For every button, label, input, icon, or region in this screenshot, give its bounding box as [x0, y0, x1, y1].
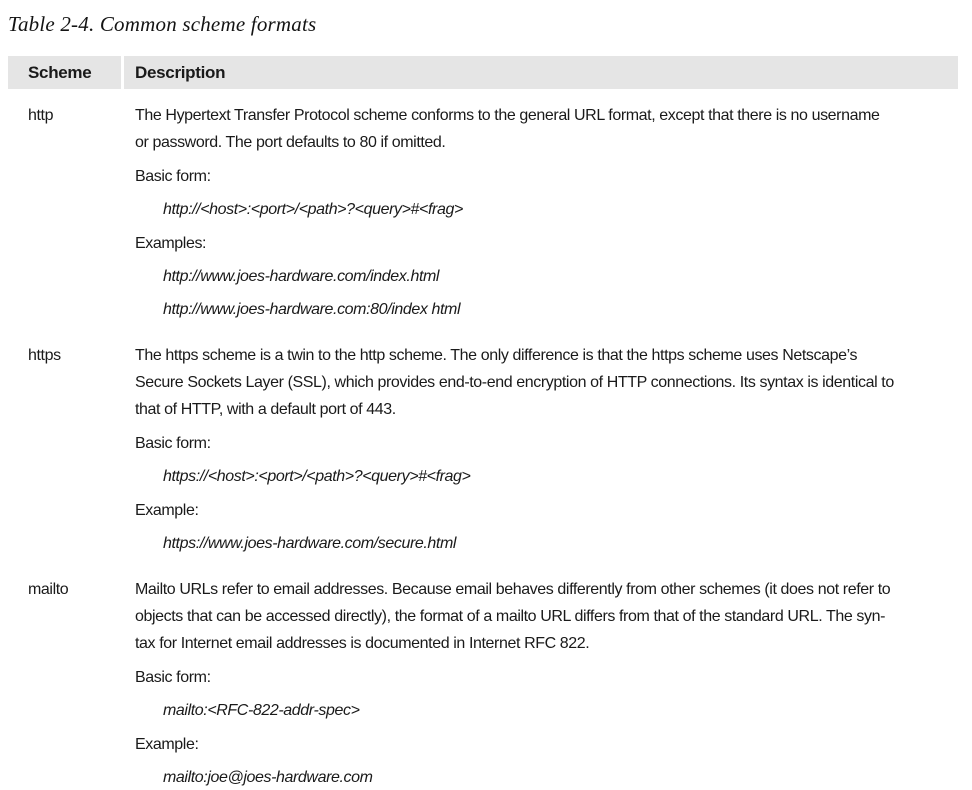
code-line-mailto-basic-form: mailto:<RFC-822-addr-spec>: [163, 702, 360, 719]
description-line: Secure Sockets Layer (SSL), which provides end-to-end encryption of HTTP connections. Its syntax is identical to: [135, 374, 894, 391]
column-header-description: Description: [124, 56, 958, 89]
code-line-https-example: https://www.joes-hardware.com/secure.html: [163, 535, 457, 552]
description-line: tax for Internet email addresses is documented in Internet RFC 822.: [135, 635, 590, 652]
code-line-http-example-2: http://www.joes-hardware.com:80/index html: [163, 301, 461, 318]
description-line: Mailto URLs refer to email addresses. Because email behaves differently from other schemes (it does not refer to: [135, 581, 891, 598]
scheme-name-mailto: mailto: [28, 581, 69, 598]
description-cell-http: [135, 102, 958, 323]
section-label-examples: Examples:: [135, 235, 207, 252]
code-line-http-basic-form: http://<host>:<port>/<path>?<query>#<frag>: [163, 201, 463, 218]
section-label-basic-form: Basic form:: [135, 435, 211, 452]
section-label-example: Example:: [135, 502, 199, 519]
table-caption: Table 2-4. Common scheme formats: [8, 12, 317, 36]
scheme-name-http: http: [28, 107, 54, 124]
table-header-row: [8, 56, 958, 89]
code-line-https-basic-form: https://<host>:<port>/<path>?<query>#<frag>: [163, 468, 471, 485]
scheme-formats-table: [8, 56, 958, 790]
table-row-mailto: [8, 569, 958, 790]
section-label-example: Example:: [135, 736, 199, 753]
description-line: objects that can be accessed directly), the format of a mailto URL differs from that of the standard URL. The syn-: [135, 608, 886, 625]
description-cell-mailto: [135, 576, 958, 790]
code-line-mailto-example: mailto:joe@joes-hardware.com: [163, 769, 373, 786]
code-line-http-example-1: http://www.joes-hardware.com/index.html: [163, 268, 440, 285]
description-line: that of HTTP, with a default port of 443.: [135, 401, 396, 418]
description-line: or password. The port defaults to 80 if omitted.: [135, 134, 446, 151]
section-label-basic-form: Basic form:: [135, 168, 211, 185]
description-line: The Hypertext Transfer Protocol scheme conforms to the general URL format, except that there is no username: [135, 107, 880, 124]
table-body: [8, 89, 958, 790]
description-cell-https: [135, 342, 958, 557]
section-label-basic-form: Basic form:: [135, 669, 211, 686]
table-row-http: [8, 95, 958, 335]
scheme-name-https: https: [28, 347, 61, 364]
table-row-https: [8, 335, 958, 569]
description-line: The https scheme is a twin to the http scheme. The only difference is that the https scheme uses Netscape’s: [135, 347, 858, 364]
column-header-scheme: Scheme: [8, 56, 121, 89]
